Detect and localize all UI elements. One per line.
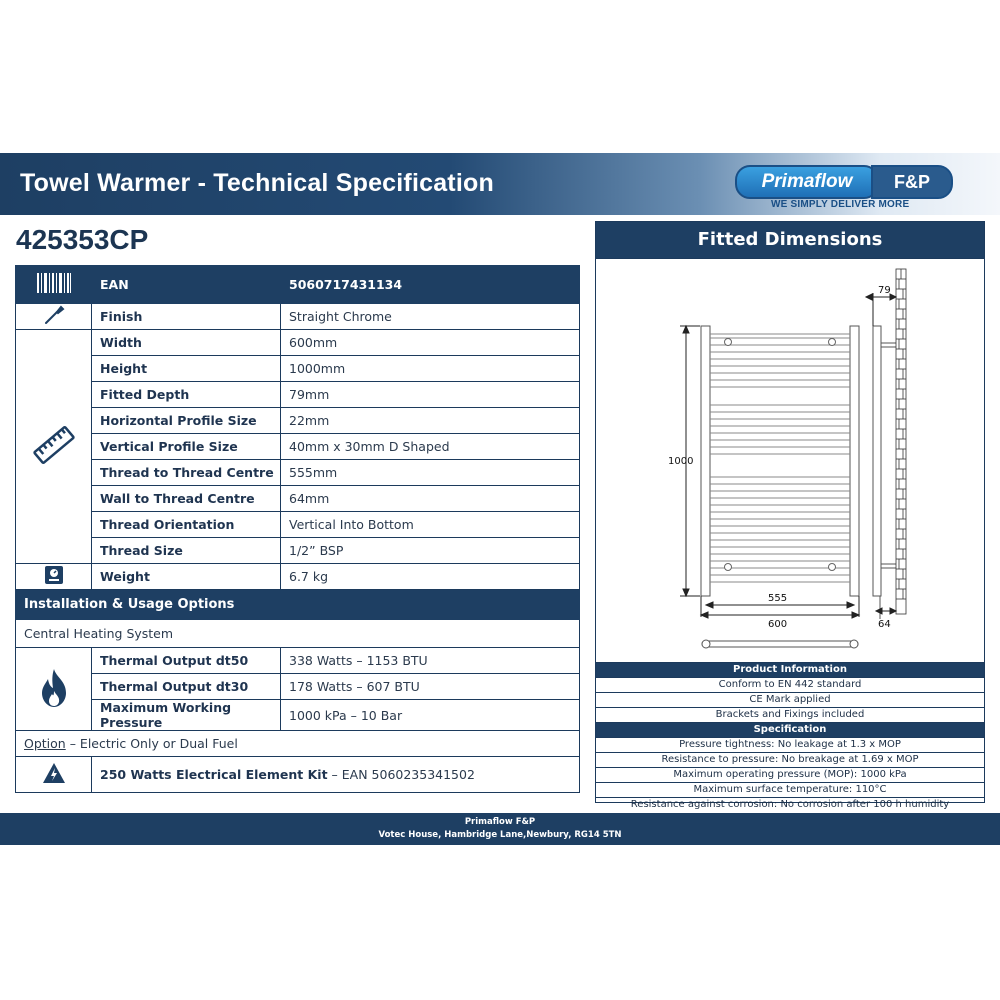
spec-row-height	[16, 356, 580, 382]
spec-label: Vertical Profile Size	[92, 434, 281, 460]
specification-line: Maximum operating pressure (MOP): 1000 kPa	[596, 767, 984, 782]
thermal-label: Thermal Output dt30	[92, 674, 281, 700]
product-info-line: Brackets and Fixings included	[596, 707, 984, 722]
spec-label: Thread Orientation	[92, 512, 281, 538]
dimension-drawing	[596, 258, 984, 664]
spec-value: 555mm	[281, 460, 580, 486]
electric-warning-icon	[16, 757, 92, 793]
spec-value: Straight Chrome	[281, 304, 580, 330]
thermal-value: 178 Watts – 607 BTU	[281, 674, 580, 700]
thermal-label: Thermal Output dt50	[92, 648, 281, 674]
brush-icon	[16, 304, 92, 330]
logo-brand: Primaflow	[735, 165, 879, 199]
option-word: Option	[24, 736, 66, 751]
spec-label: Width	[92, 330, 281, 356]
spec-label: Wall to Thread Centre	[92, 486, 281, 512]
header-banner	[0, 153, 1000, 215]
option-desc: – Electric Only or Dual Fuel	[65, 736, 238, 751]
scale-icon	[16, 564, 92, 590]
product-info-heading: Product Information	[596, 662, 984, 677]
spec-row-vertical-profile	[16, 434, 580, 460]
spec-row-thread-centre	[16, 460, 580, 486]
wall	[896, 269, 906, 614]
logo-tagline: WE SIMPLY DELIVER MORE	[771, 199, 910, 210]
footer-company: Primaflow F&P	[464, 817, 536, 827]
thermal-row-pressure	[16, 700, 580, 731]
install-heading-row	[16, 590, 580, 620]
thermal-label: Maximum Working Pressure	[92, 700, 281, 731]
element-kit-title: 250 Watts Electrical Element Kit	[100, 767, 328, 782]
footer-address: Votec House, Hambridge Lane,Newbury, RG14 5TN	[378, 830, 622, 840]
spec-label: Thread to Thread Centre	[92, 460, 281, 486]
option-text	[16, 731, 580, 757]
specification-line: Maximum surface temperature: 110°C	[596, 782, 984, 797]
dim-wall-label: 64	[878, 619, 891, 630]
barcode-icon	[16, 266, 92, 304]
fitted-dimensions-title: Fitted Dimensions	[596, 222, 984, 258]
fitted-dimensions-panel	[595, 221, 985, 810]
footer	[0, 813, 1000, 845]
spec-value: 6.7 kg	[281, 564, 580, 590]
spec-value: 40mm x 30mm D Shaped	[281, 434, 580, 460]
spec-label: Fitted Depth	[92, 382, 281, 408]
spec-row-wall-thread	[16, 486, 580, 512]
spec-row-thread-size	[16, 538, 580, 564]
top-view	[702, 640, 858, 648]
ean-value: 5060717431134	[281, 266, 580, 304]
spec-value: 1000mm	[281, 356, 580, 382]
central-heating: Central Heating System	[16, 620, 580, 648]
page-title: Towel Warmer - Technical Specification	[20, 169, 494, 197]
spec-row-finish	[16, 304, 580, 330]
install-heading: Installation & Usage Options	[16, 590, 580, 620]
spec-value: 600mm	[281, 330, 580, 356]
spec-value: 1/2” BSP	[281, 538, 580, 564]
spec-label: Weight	[92, 564, 281, 590]
ean-label: EAN	[92, 266, 281, 304]
spec-table	[15, 265, 580, 793]
thermal-value: 338 Watts – 1153 BTU	[281, 648, 580, 674]
spec-value: 79mm	[281, 382, 580, 408]
dim-width-label: 600	[768, 619, 788, 630]
spec-value: 22mm	[281, 408, 580, 434]
dim-height-label: 1000	[668, 456, 694, 467]
dim-thread-label: 555	[768, 593, 788, 604]
dim-depth-label: 79	[878, 285, 891, 296]
product-info-line: CE Mark applied	[596, 692, 984, 707]
spec-row-fitted-depth	[16, 382, 580, 408]
specification-heading: Specification	[596, 722, 984, 737]
specification-line: Resistance to pressure: No breakage at 1.69 x MOP	[596, 752, 984, 767]
thermal-row-dt30	[16, 674, 580, 700]
brand-logo	[735, 165, 951, 211]
spec-label: Horizontal Profile Size	[92, 408, 281, 434]
flame-icon	[16, 648, 92, 731]
element-kit-ean: – EAN 5060235341502	[327, 767, 475, 782]
element-kit-row	[16, 757, 580, 793]
product-code: 425353CP	[16, 224, 149, 255]
spec-label: Height	[92, 356, 281, 382]
info-block	[596, 662, 984, 812]
spec-row-width	[16, 330, 580, 356]
element-kit	[92, 757, 580, 793]
side-view	[873, 326, 896, 619]
spec-value: Vertical Into Bottom	[281, 512, 580, 538]
spec-row-horizontal-profile	[16, 408, 580, 434]
spec-label: Thread Size	[92, 538, 281, 564]
rails	[710, 334, 850, 582]
thermal-value: 1000 kPa – 10 Bar	[281, 700, 580, 731]
specification-line: Pressure tightness: No leakage at 1.3 x MOP	[596, 737, 984, 752]
logo-fp: F&P	[871, 165, 953, 199]
ean-row	[16, 266, 580, 304]
spec-label: Finish	[92, 304, 281, 330]
specification-line: Resistance against corrosion: No corrosion after 100 h humidity	[596, 797, 984, 812]
product-info-line: Conform to EN 442 standard	[596, 677, 984, 692]
central-heating-row	[16, 620, 580, 648]
option-row	[16, 731, 580, 757]
spec-row-weight	[16, 564, 580, 590]
spec-value: 64mm	[281, 486, 580, 512]
thermal-row-dt50	[16, 648, 580, 674]
ruler-icon	[16, 330, 92, 564]
spec-row-thread-orientation	[16, 512, 580, 538]
